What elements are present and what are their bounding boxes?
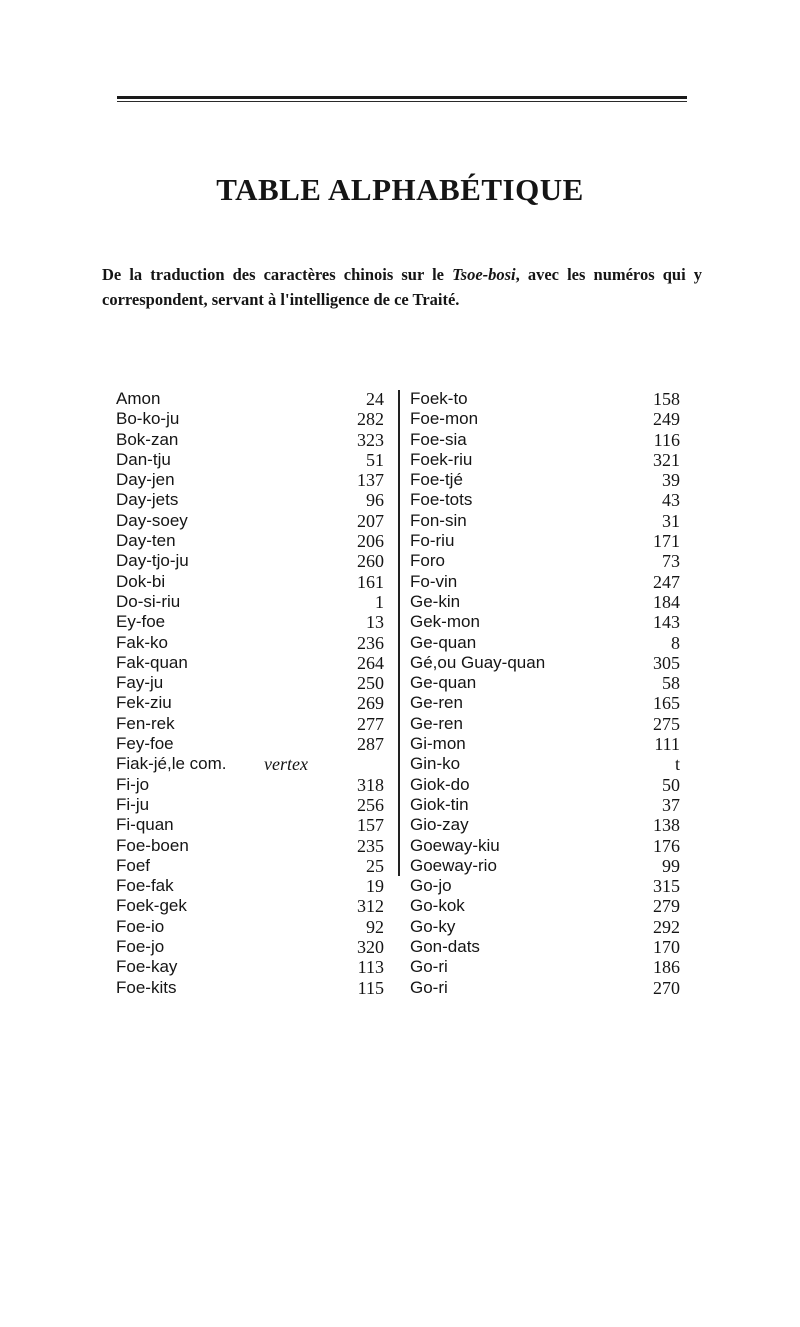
entry-term: Go-ky	[410, 916, 456, 936]
entry-number: 256	[357, 794, 384, 815]
index-entry	[410, 937, 680, 957]
entry-term: Do-si-riu	[116, 591, 181, 611]
entry-number: 43	[662, 490, 680, 511]
entry-term: Fen-rek	[116, 713, 175, 733]
entry-term: Goeway-rio	[410, 855, 497, 875]
intro-paragraph	[102, 262, 702, 312]
entry-term: Foe-mon	[410, 409, 479, 429]
index-entry	[410, 531, 680, 551]
entry-term: Go-kok	[410, 896, 465, 916]
entry-number: 323	[357, 429, 384, 450]
index-entry	[116, 633, 384, 653]
entry-term: Foe-kits	[116, 977, 177, 997]
entry-number: 247	[653, 571, 680, 592]
index-entry	[116, 795, 384, 815]
index-entry	[410, 775, 680, 795]
top-rule-thick	[117, 96, 687, 99]
entry-number: 279	[653, 896, 680, 917]
entry-number: 24	[366, 389, 384, 409]
index-entry	[410, 450, 680, 470]
index-entry	[116, 551, 384, 571]
entry-term: Foek-gek	[116, 896, 187, 916]
entry-number: 73	[662, 551, 680, 572]
entry-term: Ge-ren	[410, 693, 463, 713]
index-entry	[116, 734, 384, 754]
index-entry	[410, 734, 680, 754]
entry-number: 249	[653, 409, 680, 430]
entry-term: Go-jo	[410, 876, 452, 896]
entry-number: 250	[357, 673, 384, 694]
entry-term: Bok-zan	[116, 429, 179, 449]
index-entry	[410, 592, 680, 612]
index-entry	[116, 430, 384, 450]
entry-term: Fo-vin	[410, 571, 458, 591]
index-entry	[116, 511, 384, 531]
entry-number: 8	[671, 632, 680, 653]
entry-term: Fon-sin	[410, 510, 467, 530]
index-entry	[116, 815, 384, 835]
entry-term: Gi-mon	[410, 734, 466, 754]
entry-term: Fo-riu	[410, 531, 455, 551]
entry-number: 305	[653, 652, 680, 673]
index-entry	[410, 511, 680, 531]
entry-term: Foek-riu	[410, 449, 473, 469]
entry-number: 270	[653, 977, 680, 998]
entry-term: Giok-do	[410, 774, 470, 794]
entry-term: Gin-ko	[410, 754, 461, 774]
intro-work-title: Tsoe-bosi	[452, 265, 516, 284]
index-entry	[410, 795, 680, 815]
index-entry	[410, 714, 680, 734]
entry-term: Amon	[116, 389, 161, 408]
entry-number: 275	[653, 713, 680, 734]
entry-term: Gon-dats	[410, 937, 480, 957]
entry-term: Go-ri	[410, 957, 448, 977]
entry-number: 176	[653, 835, 680, 856]
index-entry	[410, 470, 680, 490]
index-entry	[410, 856, 680, 876]
index-entry	[410, 836, 680, 856]
entry-number: 113	[357, 957, 384, 978]
index-entry	[410, 754, 680, 774]
index-entry	[116, 653, 384, 673]
entry-term: Foe-kay	[116, 957, 178, 977]
index-entry	[116, 917, 384, 937]
entry-number: 260	[357, 551, 384, 572]
index-entry	[410, 572, 680, 592]
index-entry	[410, 896, 680, 916]
entry-number: 19	[366, 876, 384, 897]
entry-note: vertex	[264, 754, 308, 775]
entry-term: Foek-to	[410, 389, 468, 408]
index-entry	[410, 389, 680, 409]
entry-term: Fey-foe	[116, 734, 174, 754]
entry-term: Dok-bi	[116, 571, 166, 591]
entry-term: Dan-tju	[116, 449, 171, 469]
index-entry	[410, 978, 680, 998]
entry-term: Day-jets	[116, 490, 179, 510]
entry-number: 236	[357, 632, 384, 653]
index-entry	[410, 633, 680, 653]
index-entry	[116, 470, 384, 490]
index-entry	[116, 856, 384, 876]
index-entry	[410, 490, 680, 510]
entry-term: Ge-kin	[410, 591, 461, 611]
index-entry	[410, 653, 680, 673]
intro-text-before: De la traduction des caractères chinois sur le	[102, 265, 453, 284]
entry-term: Ge-quan	[410, 673, 477, 693]
page-title: TABLE ALPHABÉTIQUE	[216, 172, 584, 207]
entry-term: Fi-jo	[116, 774, 150, 794]
entry-number: 138	[653, 815, 680, 836]
entry-term: Fak-ko	[116, 632, 168, 652]
entry-number: 264	[357, 652, 384, 673]
entry-number: 1	[375, 591, 384, 612]
entry-term: Gek-mon	[410, 612, 480, 632]
entry-number: 318	[357, 774, 384, 795]
entry-number: 115	[357, 977, 384, 998]
entry-number: 13	[366, 612, 384, 633]
entry-number: 269	[357, 693, 384, 714]
entry-number: 31	[662, 510, 680, 531]
entry-number: 277	[357, 713, 384, 734]
entry-term: Foe-boen	[116, 835, 189, 855]
entry-term: Gio-zay	[410, 815, 469, 835]
entry-term: Gé,ou Guay-quan	[410, 652, 546, 672]
entry-number: 165	[653, 693, 680, 714]
entry-term: Foef	[116, 855, 151, 875]
index-entry	[116, 876, 384, 896]
entry-number: 51	[366, 449, 384, 470]
entry-term: Day-soey	[116, 510, 188, 530]
index-entry	[116, 389, 384, 409]
index-entry	[410, 612, 680, 632]
entry-term: Fi-ju	[116, 794, 150, 814]
entry-number: 170	[653, 937, 680, 958]
entry-number: 143	[653, 612, 680, 633]
index-entry	[116, 693, 384, 713]
entry-number: 184	[653, 591, 680, 612]
entry-number: 111	[654, 734, 680, 755]
entry-term: Foe-io	[116, 916, 165, 936]
entry-term: Ey-foe	[116, 612, 166, 632]
entry-number: 315	[653, 876, 680, 897]
index-entry	[116, 836, 384, 856]
entry-number: 207	[357, 510, 384, 531]
entry-number: 158	[653, 389, 680, 409]
entry-number: 39	[662, 470, 680, 491]
index-entry	[410, 551, 680, 571]
entry-term: Foro	[410, 551, 445, 571]
index-entry	[116, 409, 384, 429]
entry-number: 37	[662, 794, 680, 815]
index-entry	[116, 937, 384, 957]
entry-number: t	[674, 754, 680, 775]
entry-number: 161	[357, 571, 384, 592]
intro-text-after: , avec les numéros qui y correspondent, servant à l'intelligence de ce Traité.	[102, 265, 702, 309]
entry-term: Fay-ju	[116, 673, 164, 693]
entry-term: Foe-jo	[116, 937, 165, 957]
entry-term: Fek-ziu	[116, 693, 172, 713]
entry-term: Fak-quan	[116, 652, 188, 672]
index-entry	[410, 815, 680, 835]
index-entry	[116, 957, 384, 977]
entry-term: Foe-fak	[116, 876, 174, 896]
entry-number: 58	[662, 673, 680, 694]
entry-number: 99	[662, 855, 680, 876]
entry-term: Foe-tjé	[410, 470, 463, 490]
index-entry	[410, 430, 680, 450]
entry-term: Ge-ren	[410, 713, 463, 733]
index-entry	[116, 714, 384, 734]
right-index-column	[410, 389, 680, 998]
index-entry	[116, 673, 384, 693]
entry-number: 321	[653, 449, 680, 470]
index-entry	[410, 409, 680, 429]
index-entry	[116, 896, 384, 916]
index-entry	[410, 693, 680, 713]
entry-number: 282	[357, 409, 384, 430]
entry-term: Giok-tin	[410, 794, 469, 814]
entry-number: 92	[366, 916, 384, 937]
entry-number: 312	[357, 896, 384, 917]
entry-term: Go-ri	[410, 977, 448, 997]
index-entry	[116, 531, 384, 551]
entry-number: 292	[653, 916, 680, 937]
entry-term: Goeway-kiu	[410, 835, 500, 855]
index-entry	[410, 876, 680, 896]
top-rule-thin	[117, 101, 687, 102]
entry-term: Foe-tots	[410, 490, 473, 510]
entry-number: 186	[653, 957, 680, 978]
index-entry	[116, 775, 384, 795]
entry-number: 50	[662, 774, 680, 795]
index-entry	[116, 450, 384, 470]
entry-number: 25	[366, 855, 384, 876]
entry-term: Foe-sia	[410, 429, 467, 449]
entry-number: 171	[653, 531, 680, 552]
left-index-column	[116, 389, 384, 998]
entry-number: 157	[357, 815, 384, 836]
entry-number: 235	[357, 835, 384, 856]
index-entry	[116, 978, 384, 998]
entry-term: Bo-ko-ju	[116, 409, 180, 429]
index-entry	[410, 917, 680, 937]
entry-term: Day-ten	[116, 531, 176, 551]
entry-term: Fiak-jé,le com.	[116, 754, 227, 774]
entry-number: 206	[357, 531, 384, 552]
entry-number: 287	[357, 734, 384, 755]
entry-number: 96	[366, 490, 384, 511]
entry-term: Ge-quan	[410, 632, 477, 652]
column-divider	[398, 390, 400, 876]
entry-term: Day-jen	[116, 470, 175, 490]
entry-number: 116	[653, 429, 680, 450]
index-entry	[116, 490, 384, 510]
index-entry	[410, 673, 680, 693]
index-entry	[116, 754, 384, 774]
index-entry	[410, 957, 680, 977]
entry-term: Day-tjo-ju	[116, 551, 189, 571]
entry-number: 320	[357, 937, 384, 958]
index-entry	[116, 612, 384, 632]
entry-number: 137	[357, 470, 384, 491]
index-entry	[116, 572, 384, 592]
entry-term: Fi-quan	[116, 815, 174, 835]
index-entry	[116, 592, 384, 612]
